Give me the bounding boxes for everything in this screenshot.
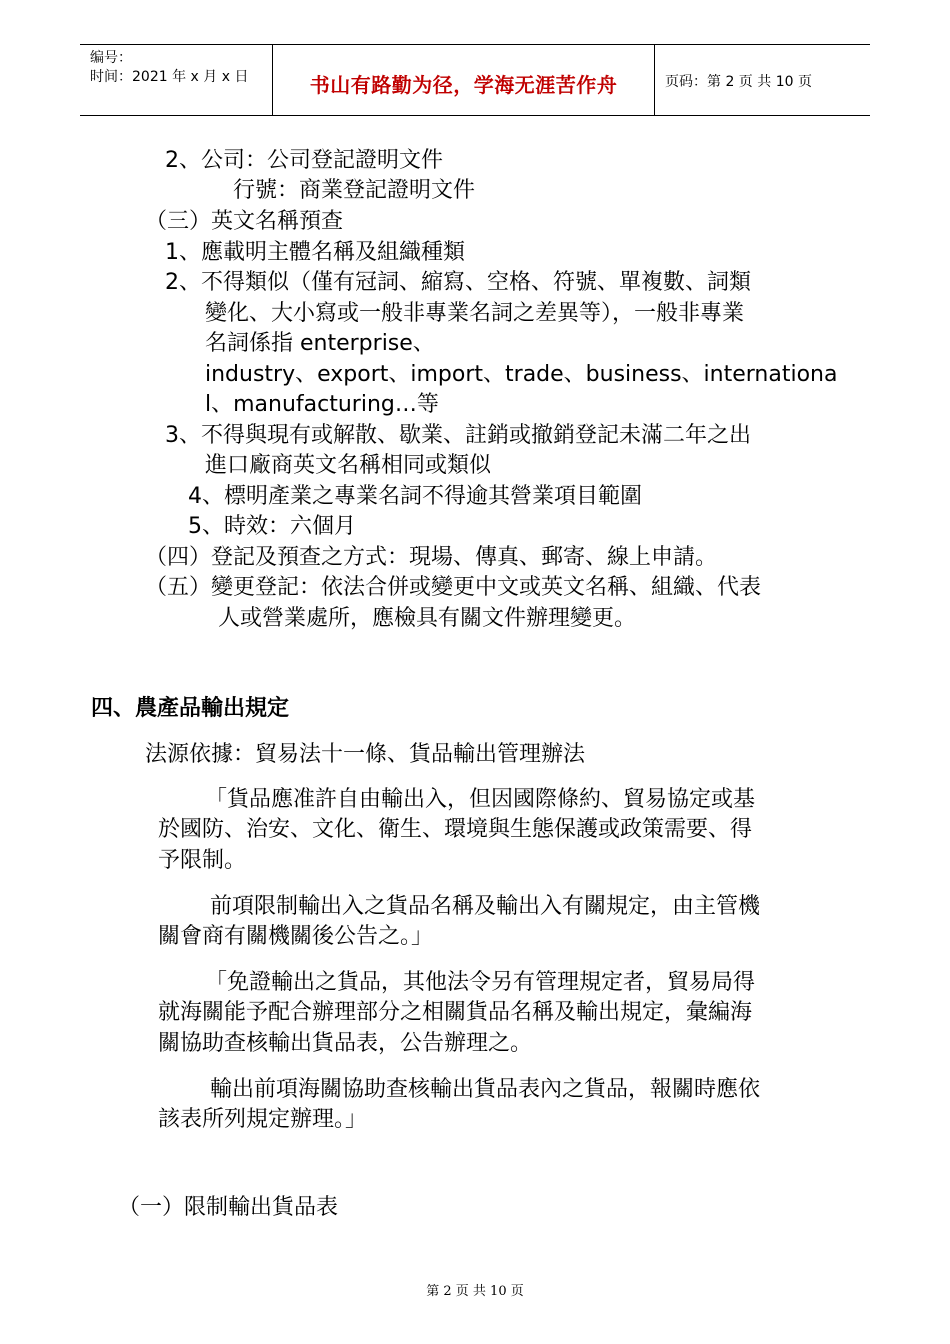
document-time-label: 时间：2021 年 x 月 x 日 [90,69,249,85]
quote-line: 前項限制輸出入之貨品名稱及輸出入有關規定，由主管機 [210,894,761,919]
list-item: 1、應載明主體名稱及組織種類 [165,240,465,265]
list-item: 4、標明產業之專業名詞不得逾其營業項目範圍 [188,484,642,509]
list-item: 5、時效：六個月 [188,514,356,539]
quote-line: 該表所列規定辦理。」 [158,1107,368,1132]
subheading: （三）英文名稱預查 [145,209,344,234]
list-item-continuation: 人或營業處所，應檢具有關文件辦理變更。 [218,606,637,631]
list-item: 2、公司：公司登記證明文件 [165,148,443,173]
page-header [80,44,870,116]
quote-line: 「免證輸出之貨品，其他法令另有管理規定者，貿易局得 [205,970,756,995]
header-motto: 书山有路勤为径，学海无涯苦作舟 [273,45,655,115]
legal-basis: 法源依據：貿易法十一條、貨品輸出管理辦法 [145,742,586,767]
quote-line: 關會商有關機關後公告之。」 [158,924,434,949]
subsection-title: （一）限制輸出貨品表 [118,1195,339,1220]
subheading: （四）登記及預查之方式：現場、傳真、郵寄、線上申請。 [145,545,718,570]
quote-line: 予限制。 [158,848,247,873]
list-item-continuation: l、manufacturing…等 [205,392,439,417]
list-item-continuation: 名詞係指 enterprise、 [205,331,435,356]
quote-line: 關協助查核輸出貨品表，公告辦理之。 [158,1031,533,1056]
list-item: 2、不得類似（僅有冠詞、縮寫、空格、符號、單複數、詞類 [165,270,751,295]
quote-line: 輸出前項海關協助查核輸出貨品表內之貨品，報關時應依 [210,1077,761,1102]
quote-line: 就海關能予配合辦理部分之相關貨品名稱及輸出規定，彙編海 [158,1000,753,1025]
page-footer: 第 2 页 共 10 页 [426,1284,524,1299]
document-number-label: 编号： [90,50,132,66]
list-item-continuation: industry、export、import、trade、business、internationa [205,362,838,387]
header-meta [80,45,273,115]
quote-line: 「貨品應准許自由輸出入，但因國際條約、貿易協定或基 [205,787,756,812]
list-item-continuation: 變化、大小寫或一般非專業名詞之差異等），一般非專業 [205,301,745,326]
quote-line: 於國防、治安、文化、衛生、環境與生態保護或政策需要、得 [158,817,753,842]
header-page-info: 页码：第 2 页 共 10 页 [665,74,812,90]
list-item: 行號：商業登記證明文件 [233,178,476,203]
list-item: 3、不得與現有或解散、歇業、註銷或撤銷登記未滿二年之出 [165,423,751,448]
section-title: 四、農產品輸出規定 [91,695,290,721]
subheading: （五）變更登記：依法合併或變更中文或英文名稱、組織、代表 [145,575,762,600]
list-item-continuation: 進口廠商英文名稱相同或類似 [205,453,492,478]
